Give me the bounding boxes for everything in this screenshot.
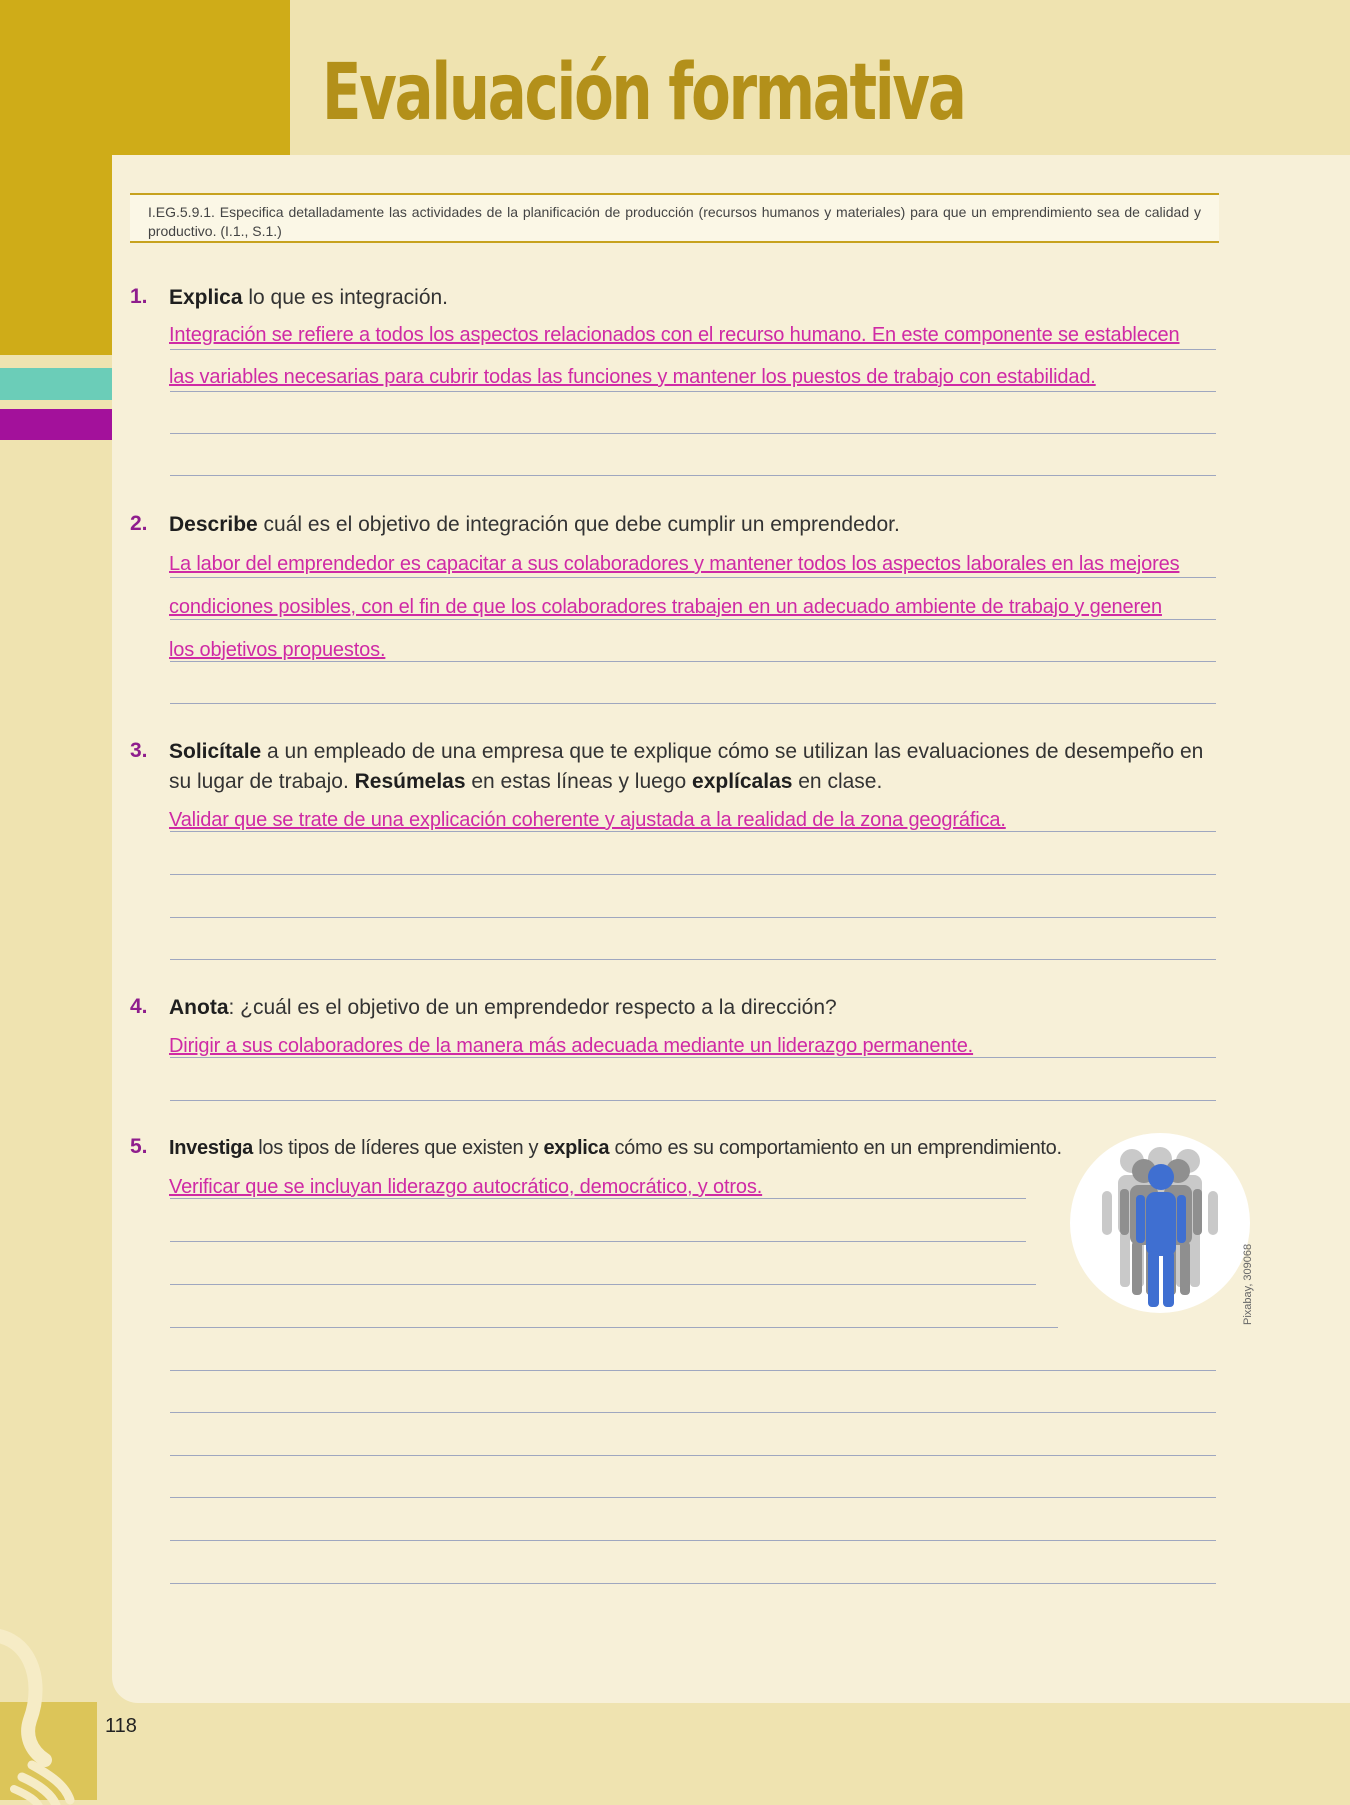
- teal-tab-strip: [0, 368, 113, 400]
- answer-rule[interactable]: [170, 1412, 1216, 1413]
- question-4-number: 4.: [130, 995, 148, 1018]
- answer-rule[interactable]: [170, 1497, 1216, 1498]
- image-credit: Pixabay, 309068: [1242, 1243, 1254, 1325]
- answer-rule[interactable]: [170, 619, 1216, 620]
- page-title: Evaluación formativa: [322, 48, 965, 138]
- prompt-text: los tipos de líderes que existen y: [253, 1137, 544, 1159]
- prompt-verb: Describe: [169, 513, 258, 536]
- prompt-verb: Anota: [169, 996, 229, 1019]
- answer-rule[interactable]: [170, 391, 1216, 392]
- question-2-answer-line-2: condiciones posibles, con el fin de que los colaboradores trabajen en un adecuado ambiente de trabajo y generen: [169, 596, 1162, 618]
- prompt-text: en estas líneas y luego: [465, 770, 693, 793]
- prompt-text: en clase.: [792, 770, 883, 793]
- page-number: 118: [105, 1715, 137, 1737]
- people-group-icon: [1070, 1133, 1250, 1313]
- prompt-verb: Investiga: [169, 1137, 253, 1159]
- answer-rule[interactable]: [170, 1583, 1216, 1584]
- prompt-verb: Solicítale: [169, 740, 262, 763]
- answer-rule[interactable]: [170, 1198, 1026, 1199]
- question-2-prompt: [169, 510, 1219, 540]
- answer-rule[interactable]: [170, 1327, 1058, 1328]
- answer-rule[interactable]: [170, 475, 1216, 476]
- prompt-text: a un empleado de una empresa que te explique cómo se utilizan las evaluaciones de desempeño en su lugar de trabajo.: [169, 740, 1204, 793]
- question-1-number: 1.: [130, 285, 148, 308]
- answer-rule[interactable]: [170, 917, 1216, 918]
- answer-rule[interactable]: [170, 1057, 1216, 1058]
- question-5-answer-line-1: Verificar que se incluyan liderazgo autocrático, democrático, y otros.: [169, 1176, 763, 1198]
- prompt-verb: explica: [543, 1137, 610, 1159]
- answer-rule[interactable]: [170, 959, 1216, 960]
- prompt-text: cuál es el objetivo de integración que debe cumplir un emprendedor.: [257, 513, 900, 536]
- prompt-verb: Resúmelas: [354, 770, 466, 793]
- prompt-verb: explícalas: [692, 770, 793, 793]
- evaluation-indicator: I.EG.5.9.1. Especifica detalladamente las actividades de la planificación de producción (recursos humanos y materiales) para que un emprendimiento sea de calidad y productivo. (I.1., S.1.): [130, 193, 1219, 243]
- answer-rule[interactable]: [170, 1540, 1216, 1541]
- question-2-answer-line-1: La labor del emprendedor es capacitar a sus colaboradores y mantener todos los aspectos laborales en las mejores: [169, 553, 1180, 575]
- leadership-illustration: [1070, 1133, 1250, 1313]
- answer-rule[interactable]: [170, 1100, 1216, 1101]
- answer-rule[interactable]: [170, 1455, 1216, 1456]
- answer-rule[interactable]: [170, 874, 1216, 875]
- question-4-answer-line-1: Dirigir a sus colaboradores de la manera más adecuada mediante un liderazgo permanente.: [169, 1035, 974, 1057]
- question-3-prompt: [169, 737, 1219, 797]
- question-2-answer-line-3: los objetivos propuestos.: [169, 639, 386, 661]
- prompt-text: cómo es su comportamiento en un emprendimiento.: [609, 1137, 1062, 1159]
- answer-rule[interactable]: [170, 1241, 1026, 1242]
- question-1-answer-line-1: Integración se refiere a todos los aspectos relacionados con el recurso humano. En este componente se establecen: [169, 324, 1180, 346]
- question-4-prompt: [169, 993, 1219, 1023]
- question-1-answer-line-2: las variables necesarias para cubrir todas las funciones y mantener los puestos de trabajo con estabilidad.: [169, 366, 1096, 388]
- prompt-text: : ¿cuál es el objetivo de un emprendedor respecto a la dirección?: [228, 996, 837, 1019]
- answer-rule[interactable]: [170, 661, 1216, 662]
- question-5-number: 5.: [130, 1135, 148, 1158]
- question-3-answer-line-1: Validar que se trate de una explicación coherente y ajustada a la realidad de la zona geográfica.: [169, 809, 1006, 831]
- question-5-prompt: [169, 1133, 1069, 1163]
- lightbulb-icon: [0, 1625, 110, 1805]
- answer-rule[interactable]: [170, 1370, 1216, 1371]
- magenta-tab-strip: [0, 409, 113, 440]
- answer-rule[interactable]: [170, 349, 1216, 350]
- prompt-text: lo que es integración.: [242, 286, 449, 309]
- question-3-number: 3.: [130, 739, 148, 762]
- prompt-verb: Explica: [169, 286, 243, 309]
- answer-rule[interactable]: [170, 703, 1216, 704]
- answer-rule[interactable]: [170, 577, 1216, 578]
- answer-rule[interactable]: [170, 1284, 1036, 1285]
- question-1-prompt: [169, 283, 1219, 313]
- answer-rule[interactable]: [170, 831, 1216, 832]
- answer-rule[interactable]: [170, 433, 1216, 434]
- question-2-number: 2.: [130, 512, 148, 535]
